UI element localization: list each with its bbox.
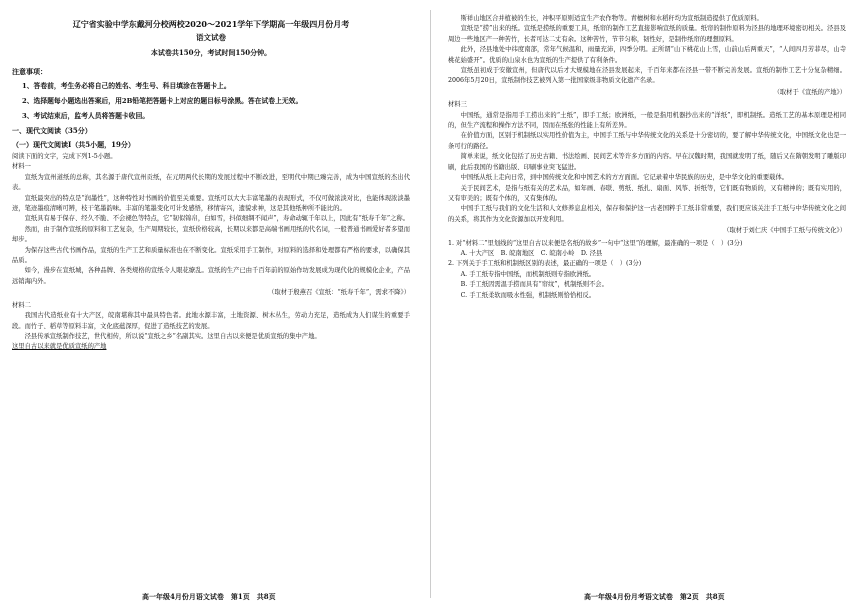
footer-left: 高一年级4月份月语文试卷 第1页 共8页 (142, 592, 276, 601)
paragraph: 中国纸从纸上走向日常，到中国传统文化和中国艺术的方方面面。它记录着中华民族的历史，是中华文化的重要载体。 (460, 174, 789, 182)
paragraph: 斯祥山地区合并植被的生长，冲积平原则适宜生产农作物等。青檀树和水稻秆均为宣纸制造提供了优质原料。 (460, 15, 763, 22)
paragraph: 泾县传承宣纸制作技艺，世代相传，所以说“宣纸之乡”名副其实。这里自古以来便是优质宣纸的集中产地。 (24, 332, 321, 340)
paragraph: 为保存这些古代书画作品，宣纸的生产工艺和质量标准也在不断变化。宣纸采用手工制作，对原料的选择和处理都有严格的要求，以确保其品质。 (12, 246, 410, 265)
exam-info: 本试卷共150分，考试时间150分钟。 (150, 48, 272, 57)
subsection-heading: （一）现代文阅读Ⅰ（共5小题，19分） (12, 140, 135, 149)
paragraph: 如今，漫步在宣纸城，各种品牌、各类规格的宣纸令人眼花缭乱。宣纸的生产已由千百年前的原始作坊发展成为现代化的规模化企业，产品远销海内外。 (12, 267, 410, 285)
paragraph: 中国纸，通常是指用手工捞出来的“土纸”，即手工纸；欧洲纸，一般是指用机器抄出来的“洋纸”，即机制纸。造纸工艺的基本原理是相同的，但生产流程和操作方法不同，因而在纸张的性能上有所差异。 (448, 111, 846, 130)
paragraph: 中国手工纸与我们的文化生活和人文修养息息相关，保存和保护这一古老国粹手工纸非常重要，我们更应该关注手工纸与中华传统文化之间的关系，将其作为文化资源加以开发利用。 (448, 205, 846, 223)
paragraph: 简单来说，纸文化包括了历史古籍、书法绘画、民间艺术等许多方面的内容。早在汉魏时期，我国就发明了纸，随后又在隋朝发明了雕版印刷，此后我国的书籍出版、印刷事业突飞猛进。 (448, 153, 846, 171)
paragraph: 宣纸具有易于保存、经久不脆、不会褪色等特点，它“韧似锦帛，白如雪，抖似细绸不闻声”，寿命动辄千年以上，因此有“纸寿千年”之称。 (24, 215, 409, 223)
question-2: 2. 下列关于手工纸和机制纸区别的表述，最正确的一项是（ ）(3分) (448, 260, 642, 268)
section-heading: 一、现代文阅读（35分） (12, 126, 92, 135)
paragraph: 宣纸最突出的特点是“润墨性”，这种特性对书画的价值至关重要。宣纸可以大大丰富笔墨的表现形式，不仅可做浓淡对比，也能体现浓淡墨迹，笔迹墨痕清晰可辨，枝干笔墨韵味。丰富的笔墨变化可计发感悟，移情寄兴，遗貌求神，这是其他纸种所不能比的。 (12, 194, 410, 213)
question-1-options: A. 十大产区 B. 皖南地区 C. 皖南小岭 D. 泾县 (460, 249, 603, 257)
paragraph: 在价值方面，区别于机制纸以实用性价值为主，中国手工纸与中华传统文化的关系是十分密切的，要了解中华传统文化，中国纸文化也是一条可行的路径。 (448, 132, 846, 150)
paragraph: 然而，由于制作宣纸的原料和工艺复杂，生产周期较长，宣纸价格较高，长期以来都是高端书画用纸的代名词，一般普通书画爱好者多望而却步。 (12, 225, 410, 244)
paragraph: 我国古代造纸业有十大产区，皖南堪称其中最具特色者。此地水源丰富，土地资源、树木丛生，劳动力充足，造纸成为人们谋生的重要手段。而竹子、稻草等原料丰富，文化底蕴深厚，促进了造纸技艺的发展。 (12, 312, 410, 330)
question-2-option: A. 手工纸专指中国纸，而机制纸则专指欧洲纸。 (460, 270, 596, 278)
note-item: 3、考试结束后，监考人员将答题卡收回。 (22, 112, 150, 120)
question-2-option: C. 手工纸柔软而吸水性强，机制纸则恰恰相反。 (460, 291, 596, 299)
right-column (448, 14, 846, 301)
material-label: 材料三 (448, 101, 467, 109)
question-1: 1. 对“材料二”里划线的“这里自古以来便是名纸的故乡”一句中“这里”的理解，最准确的一项是（ ）(3分) (448, 239, 743, 247)
paragraph: 此外，泾县地处中纬度南部，常年气候温和，雨量充沛，四季分明。正所谓“山下桃花山上雪，山前山后两重天”，“人间四月芳菲尽，山寺桃花始盛开”。优质的山泉水也为宣纸的生产提供了有利条件。 (448, 46, 846, 64)
note-item: 2、选择题每小题选出答案后，用2B铅笔把答题卡上对应的题目标号涂黑。答在试卷上无效。 (22, 97, 303, 105)
left-column (12, 14, 410, 353)
question-2-option: B. 手工纸因需温手捞而具有“帘纹”，机制纸则不会。 (460, 281, 608, 289)
source-citation: （取材于殷燕召《宣纸：“纸寿千年”，需求不降》） (268, 289, 410, 297)
material-label: 材料二 (12, 301, 31, 309)
page-divider (430, 10, 431, 598)
footer-right: 高一年级4月份月考语文试卷 第2页 共8页 (584, 592, 725, 601)
material-label: 材料一 (12, 163, 31, 171)
underlined-sentence: 这里自古以来就是优质宣纸的产地 (12, 343, 107, 351)
paragraph: 宣纸是“捞”出来的纸。宣纸是捞纸的重要工具，纸帘的制作工艺直接影响宣纸的质量。纸帘的制作原料为泾县的地理环境密切相关。泾县及周边一些地区产一种苦竹，长者可达二丈有余。这种苦竹，节节匀称，韧性好，是制作纸帘的理想原料。 (448, 25, 846, 43)
paragraph: 宣纸为宣州道纸的总称，其名源于唐代宣州贡纸，在元明两代长期的发展过程中不断改进，至明代中期已臻完善，成为中国宣纸的杰出代表。 (12, 173, 410, 192)
paragraph: 宣纸虽初成于安徽宣州，但唐代以后才大规模地在泾县发展起来，千百年来都在泾县一带不断完善发展。宣纸的制作工艺十分复杂精细。2006年5月20日，宣纸制作技艺被列入第一批国家级非物质文化遗产名录。 (448, 67, 846, 85)
instruction: 阅读下面的文字，完成下列1-5小题。 (12, 153, 117, 160)
source-citation: （取材于《宣纸的产地》） (773, 88, 846, 96)
notes-heading: 注意事项： (12, 67, 47, 76)
source-citation: （取材于刘仁庆《中国手工纸与传统文化》） (723, 227, 846, 235)
exam-title: 辽宁省实验中学东戴河分校两校2020～2021学年下学期高一年级四月份月考 (72, 19, 350, 29)
paragraph: 关于民间艺术，是指与纸有关的艺术品，如年画、春联、剪纸、纸扎、扇面、风筝、折纸等，它们既有物质的，又有精神的；既有实用的，又有审美的；既有个体的，又有集体的。 (448, 184, 846, 202)
note-item: 1、答卷前，考生务必将自己的姓名、考生号、科目填涂在答题卡上。 (22, 82, 231, 90)
exam-subtitle: 语文试卷 (196, 33, 226, 42)
